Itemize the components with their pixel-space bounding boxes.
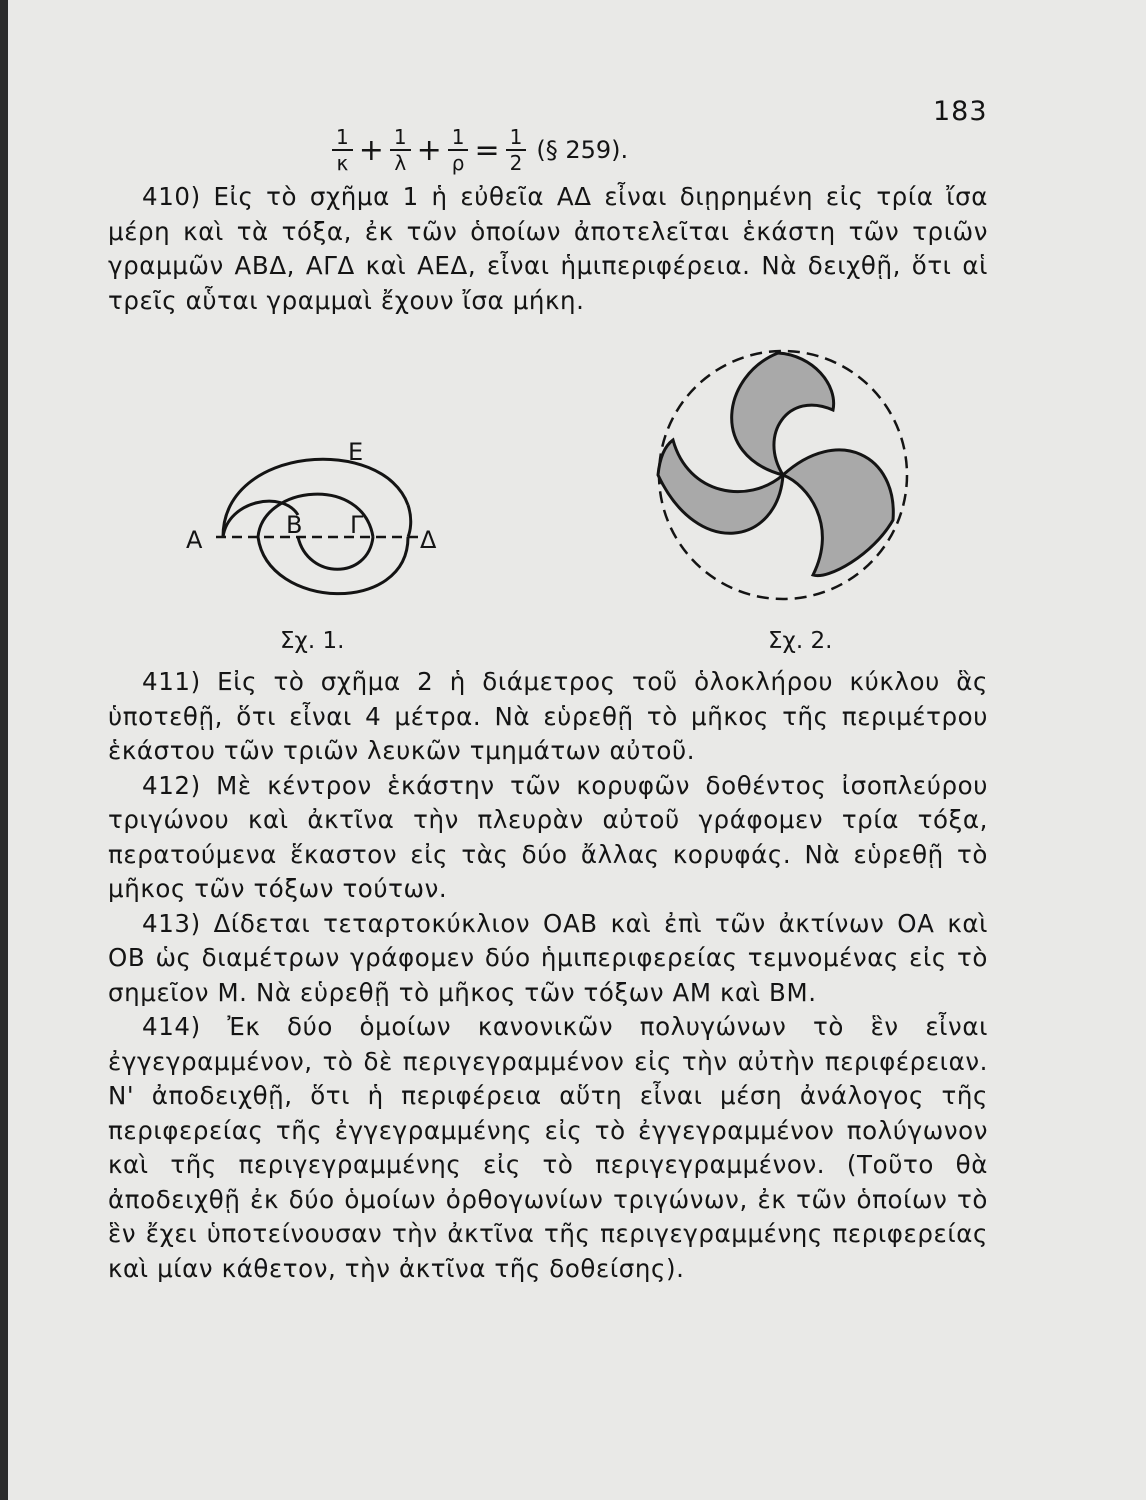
fraction-denominator: λ: [394, 151, 407, 175]
fraction-numerator: 1: [336, 125, 349, 149]
book-page: [8, 0, 1146, 1500]
plus-sign: +: [358, 132, 384, 168]
problem-paragraph: 410) Εἰς τὸ σχῆμα 1 ἡ εὐθεῖα ΑΔ εἶναι διῃρημένη εἰς τρία ἴσα μέρη καὶ τὰ τόξα, ἐκ τῶν ὁποίων ἀποτελεῖται ἑκάστη τῶν τριῶν γραμμῶν ΑΒΔ, ΑΓΔ καὶ ΑΕΔ, εἶναι ἡμιπεριφέρεια. Νὰ δειχθῇ, ὅτι αἱ τρεῖς αὗται γραμμαὶ ἔχουν ἴσα μήκη.: [108, 182, 988, 315]
label-b: Β: [286, 511, 303, 539]
problem-paragraph: 414) Ἐκ δύο ὁμοίων κανονικῶν πολυγώνων τὸ ἓν εἶναι ἐγγεγραμμένον, τὸ δὲ περιγεγραμμένον εἰς τὴν αὐτὴν περιφέρειαν. Ν' ἀποδειχθῇ, ὅτι ἡ περιφέρεια αὕτη εἶναι μέση ἀνάλογος τῆς περιφερείας τῆς ἐγγεγραμμένης εἰς τὸ ἐγγεγραμμένον πολύγωνον καὶ τῆς περιγεγραμμένης εἰς τὸ περιγεγραμμένον. (Τοῦτο θὰ ἀποδειχθῇ ἐκ δύο ὁμοίων ὀρθογωνίων τριγώνων, ἐκ τῶν ὁποίων τὸ ἓν ἔχει ὑποτείνουσαν τὴν ἀκτῖνα τῆς περιγεγραμμένης περιφερείας καὶ μίαν κάθετον, τὴν ἀκτῖνα τῆς δοθείσης).: [108, 1012, 988, 1283]
arc-right: [408, 505, 411, 537]
section-reference: (§ 259).: [536, 136, 629, 164]
plus-sign: +: [416, 132, 442, 168]
fraction-term: [332, 127, 353, 173]
label-g: Γ: [350, 511, 364, 539]
equals-sign: =: [474, 132, 500, 168]
arc-lower-small: [298, 537, 373, 569]
shaded-region-right: [783, 450, 893, 576]
page-number: 183: [933, 96, 988, 127]
figure-2: [638, 345, 938, 615]
fraction-denominator: ρ: [451, 151, 465, 175]
label-e: Ε: [348, 438, 364, 466]
fraction-term: [448, 127, 469, 173]
problem-410-block: [108, 180, 988, 318]
fraction-term: [390, 127, 411, 173]
problem-paragraph: 411) Εἰς τὸ σχῆμα 2 ἡ διάμετρος τοῦ ὁλοκλήρου κύκλου ἃς ὑποτεθῇ, ὅτι εἶναι 4 μέτρα. Νὰ εὑρεθῇ τὸ μῆκος τῆς περιμέτρου ἑκάστου τῶν τριῶν λευκῶν τμημάτων αὐτοῦ.: [108, 667, 988, 765]
fraction-result: [506, 127, 527, 173]
fraction-numerator: 1: [451, 125, 465, 149]
figure-1-caption: Σχ. 1.: [280, 628, 345, 654]
figure-1: [168, 420, 448, 630]
problem-paragraph: 412) Μὲ κέντρον ἑκάστην τῶν κορυφῶν δοθέντος ἰσοπλεύρου τριγώνου καὶ ἀκτῖνα τὴν πλευρὰν αὐτοῦ γράφομεν τρία τόξα, περατούμενα ἕκαστον εἰς τὰς δύο ἄλλας κορυφάς. Νὰ εὑρεθῇ τὸ μῆκος τῶν τόξων τούτων.: [108, 770, 988, 903]
label-a: Α: [186, 526, 203, 554]
arc-lower-big: [258, 537, 408, 594]
fraction-denominator: 2: [509, 151, 523, 175]
formula: [330, 120, 628, 180]
arc-aed: [223, 459, 408, 537]
problem-paragraph: 413) Δίδεται τεταρτοκύκλιον ΟΑΒ καὶ ἐπὶ τῶν ἀκτίνων ΟΑ καὶ ΟΒ ὡς διαμέτρων γράφομεν δύο ἡμιπεριφερείας τεμνομένας εἰς τὸ σημεῖον Μ. Νὰ εὑρεθῇ τὸ μῆκος τῶν τόξων ΑΜ καὶ ΒΜ.: [108, 908, 988, 1007]
fraction-denominator: κ: [336, 151, 349, 175]
label-d: Δ: [420, 526, 437, 554]
problems-411-414-block: [108, 665, 988, 1286]
fraction-numerator: 1: [509, 125, 523, 149]
figure-2-caption: Σχ. 2.: [768, 628, 833, 654]
fraction-numerator: 1: [393, 125, 407, 149]
